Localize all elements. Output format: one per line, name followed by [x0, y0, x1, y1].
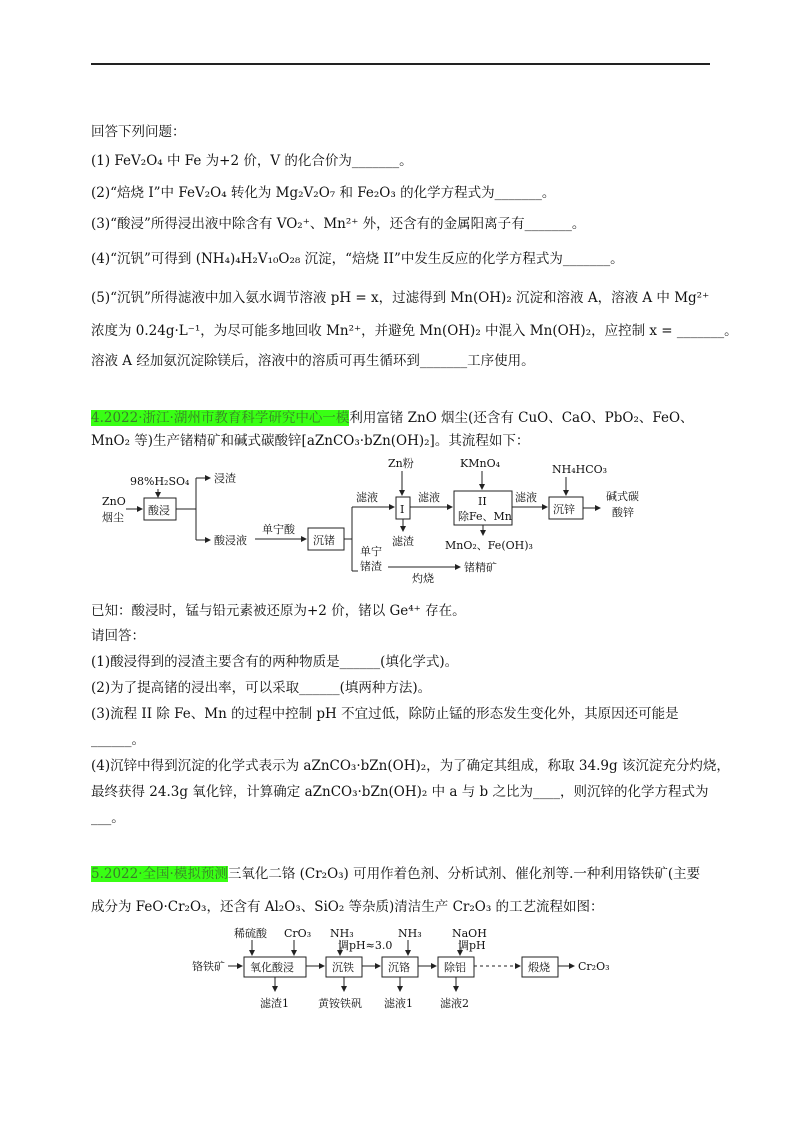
feed-chromite: 铬铁矿: [192, 960, 225, 973]
filtrate-2: 滤液: [418, 491, 440, 504]
q5-intro-line2: 成分为 FeO·Cr₂O₃，还含有 Al₂O₃、SiO₂ 等杂质)清洁生产 Cr₂O₃ 的工艺流程如图：: [91, 899, 604, 915]
q3-part5-line2: 浓度为 0.24g·L⁻¹，为尽可能多地回收 Mn²⁺，并避免 Mn(OH)₂ 中混入 Mn(OH)₂，应控制 x = _______。: [91, 323, 738, 339]
out-residue: 浸渣: [214, 472, 236, 485]
q3-part3: (3)“酸浸”所得浸出液中除含有 VO₂⁺、Mn²⁺ 外，还含有的金属阳离子有_______。: [91, 216, 586, 232]
q3-part5-line1: (5)“沉钒”所得滤液中加入氨水调节溶液 pH = x，过滤得到 Mn(OH)₂ 沉淀和溶液 A，溶液 A 中 Mg²⁺: [91, 290, 710, 306]
label-step-1: I: [400, 503, 405, 516]
label-zn-precip: 沉锌: [553, 503, 575, 516]
q4-known: 已知：酸浸时，锰与铅元素被还原为+2 价，锗以 Ge⁴⁺ 存在。: [91, 603, 466, 619]
filtrate-1: 滤液: [356, 491, 378, 504]
q3-part1: (1) FeV₂O₄ 中 Fe 为+2 价，V 的化合价为_______。: [91, 153, 413, 169]
ge-residue-2: 锗渣: [360, 560, 382, 573]
label-calcine: 煅烧: [528, 961, 550, 974]
label-step-2a: II: [478, 495, 487, 508]
filter-residue: 滤渣: [392, 535, 414, 548]
reagent-kmno4: KMnO₄: [460, 457, 500, 470]
label-acid-leach: 酸浸: [148, 504, 170, 517]
product-line1: 碱式碳: [606, 490, 639, 503]
q5-source-tag: 5.2022·全国·模拟预测: [91, 866, 228, 882]
q4-intro-line2: MnO₂ 等)生产锗精矿和碱式碳酸锌[aZnCO₃·bZn(OH)₂]。其流程如下：: [91, 433, 530, 449]
out-acid-liquid: 酸浸液: [214, 534, 247, 547]
reagent-h2so4: 98%H₂SO₄: [130, 475, 190, 488]
feed-dust: 烟尘: [102, 511, 124, 524]
feed-zno: ZnO: [102, 495, 126, 508]
q4-answer4-line1: (4)沉锌中得到沉淀的化学式表示为 aZnCO₃·bZn(OH)₂，为了确定其组成，称取 34.9g 该沉淀充分灼烧，: [91, 758, 730, 774]
out-filtrate1: 滤液1: [384, 997, 413, 1010]
q4-flowchart: [100, 455, 680, 590]
ge-concentrate: 锗精矿: [464, 561, 497, 574]
reagent-sulfuric: 稀硫酸: [234, 927, 267, 940]
q4-intro-line1: [91, 409, 694, 427]
q5-flowchart: [190, 925, 650, 1020]
q3-part2: (2)“焙烧 I”中 FeV₂O₄ 转化为 Mg₂V₂O₇ 和 Fe₂O₃ 的化学方程式为_______。: [91, 185, 556, 201]
reagent-nh4hco3: NH₄HCO₃: [552, 463, 608, 476]
label-al-remove: 除铝: [444, 961, 466, 974]
reagent-nh3-2: NH₃: [398, 927, 422, 940]
product-cr2o3: Cr₂O₃: [578, 960, 610, 973]
q4-intro-text: 利用富锗 ZnO 烟尘(还含有 CuO、CaO、PbO₂、FeO、: [349, 410, 694, 426]
reagent-ph30: 调pH≈3.0: [338, 939, 393, 952]
reagent-zn: Zn粉: [388, 457, 414, 470]
product-line2: 酸锌: [612, 506, 634, 519]
ge-residue-1: 单宁: [360, 545, 382, 558]
label-burn: 灼烧: [412, 572, 434, 585]
q3-intro: 回答下列问题：: [91, 124, 186, 140]
q4-answer2: (2)为了提高锗的浸出率，可以采取______(填两种方法)。: [91, 680, 432, 696]
filtrate-3: 滤液: [515, 491, 537, 504]
out-jarosite: 黄铵铁矾: [318, 997, 362, 1010]
out-filtrate2: 滤液2: [440, 997, 469, 1010]
reagent-adjust-ph: 调pH: [458, 939, 486, 952]
label-oxid-leach: 氧化酸浸: [250, 961, 294, 974]
label-ge-precip: 沉锗: [313, 534, 335, 547]
reagent-naoh: NaOH: [452, 927, 487, 940]
q3-part4: (4)“沉钒”可得到 (NH₄)₄H₂V₁₀O₂₈ 沉淀，“焙烧 II”中发生反应的化学方程式为_______。: [91, 251, 624, 267]
q4-source-tag: 4.2022·浙江·湖州市教育科学研究中心一模: [91, 410, 350, 426]
q4-answer4-line2: 最终获得 24.3g 氧化锌，计算确定 aZnCO₃·bZn(OH)₂ 中 a 与 b 之比为____，则沉锌的化学方程式为: [91, 784, 709, 800]
label-cr-precip: 沉铬: [388, 961, 410, 974]
q4-ask: 请回答：: [91, 628, 145, 644]
q4-answer3-line1: (3)流程 II 除 Fe、Mn 的过程中控制 pH 不宜过低，除防止锰的形态发生变化外，其原因还可能是: [91, 706, 679, 722]
q4-answer4-line3: ___。: [91, 810, 125, 826]
q5-intro-text: 三氧化二铬 (Cr₂O₃) 可用作着色剂、分析试剂、催化剂等.一种利用铬铁矿(主要: [227, 866, 701, 882]
q5-intro-line1: [91, 865, 700, 883]
q4-answer3-line2: ______。: [91, 732, 145, 748]
reagent-cro3: CrO₃: [284, 927, 312, 940]
q4-answer1: (1)酸浸得到的浸渣主要含有的两种物质是______(填化学式)。: [91, 654, 459, 670]
label-step-2b: 除Fe、Mn: [458, 510, 512, 523]
out-residue1: 滤渣1: [260, 997, 289, 1010]
out-mno2-feoh3: MnO₂、Fe(OH)₃: [445, 539, 533, 552]
q3-part5-line3: 溶液 A 经加氨沉淀除镁后，溶液中的溶质可再生循环到_______工序使用。: [91, 353, 535, 369]
reagent-tannic: 单宁酸: [262, 523, 295, 536]
reagent-nh3-1: NH₃: [330, 927, 354, 940]
header-rule: [91, 63, 710, 65]
label-fe-precip: 沉铁: [332, 961, 354, 974]
